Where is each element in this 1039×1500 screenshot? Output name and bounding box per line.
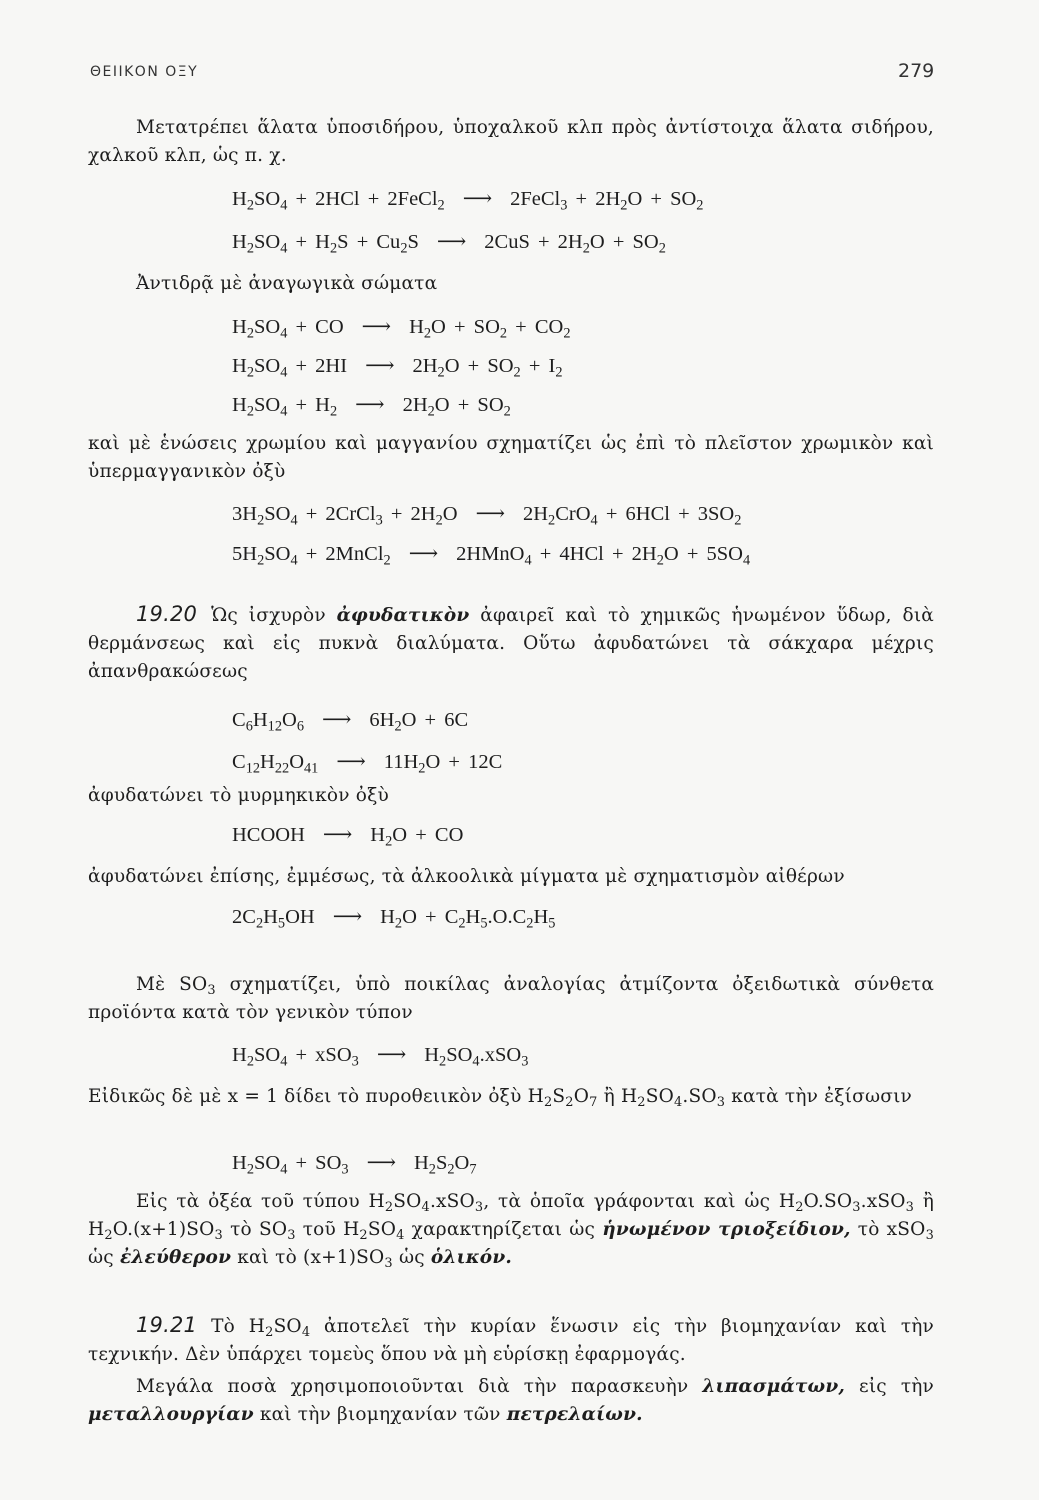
equation-rhs: $11H_2O + 12C$ xyxy=(383,751,503,777)
equation-lhs: $H_2SO_4 + H_2S + Cu_2S$ xyxy=(232,231,419,257)
term-dehydrating: ἀφυδατικὸν xyxy=(336,605,470,626)
equation-lhs: $H_2SO_4 + SO_3$ xyxy=(232,1152,349,1178)
equation xyxy=(232,1041,528,1069)
paragraph-formic-acid: ἀφυδατώνει τὸ μυρμηκικὸν ὀξὺ xyxy=(88,785,389,806)
reaction-arrow: ⟶ xyxy=(475,503,505,525)
equation xyxy=(232,500,741,528)
paragraph-so3: Μὲ $SO_3$ σχηματίζει, ὑπὸ ποικίλας ἀναλογίας ἀτμίζοντα ὀξειδωτικὰ σύνθετα προϊόντα κατὰ τὸν γενικὸν τύπον xyxy=(88,974,935,1023)
reaction-arrow: ⟶ xyxy=(366,1152,396,1174)
paragraph-oleum-terms: Εἰς τὰ ὀξέα τοῦ τύπου $H_2SO_4.xSO_3$, τὰ ὁποῖα γράφονται καὶ ὡς $H_2O.SO_3.xSO_3$ ἢ $H_2O.(x+1)SO_3$ τὸ $SO_3$ τοῦ $H_2SO_4$ χαρακτηρίζεται ὡς ἡνωμένον τριοξείδιον, τὸ xSO$_3$ ὡς ἐλεύθερον καὶ τὸ $(x+1)SO_3$ ὡς ὁλικόν. xyxy=(88,1191,934,1271)
equation-rhs: 2FeCl$_3$ + $2H_2O + SO_2$ xyxy=(510,188,704,214)
section-number: 19.21 xyxy=(136,1313,198,1337)
equation-rhs: $H_2S_2O_7$ xyxy=(413,1152,477,1178)
term-metallurgy: μεταλλουργίαν xyxy=(88,1404,254,1425)
reaction-arrow: ⟶ xyxy=(436,231,467,253)
reaction-arrow: ⟶ xyxy=(365,355,395,377)
equation xyxy=(232,821,463,849)
page-number: 279 xyxy=(898,60,935,82)
equation xyxy=(232,313,571,341)
equation-rhs: 2HMnO$_4$ + $4HCl + 2H_2O + 5SO_4$ xyxy=(456,543,751,569)
equation-rhs: $H_2O$ + CO xyxy=(370,824,464,850)
equation xyxy=(232,391,511,419)
equation-lhs: $C_{12}H_{22}O_{41}$ xyxy=(232,751,319,777)
reaction-arrow: ⟶ xyxy=(336,751,366,773)
running-header: ΘΕΙΙΚΟΝ ΟΞΥ xyxy=(90,64,199,80)
equation xyxy=(232,748,502,776)
paragraph-reducing-agents: Ἀντιδρᾷ μὲ ἀναγωγικὰ σώματα xyxy=(136,273,438,294)
term-fertilizers: λιπασμάτων, xyxy=(702,1376,846,1397)
reaction-arrow: ⟶ xyxy=(322,709,352,731)
reaction-arrow: ⟶ xyxy=(332,906,363,928)
paragraph-alcoholic-mixtures: ἀφυδατώνει ἐπίσης, ἐμμέσως, τὰ ἀλκοολικὰ μίγματα μὲ σχηματισμὸν αἰθέρων xyxy=(88,866,845,887)
equation xyxy=(232,540,750,568)
equation xyxy=(232,903,555,931)
equation-lhs: $2C_2H_5OH$ xyxy=(232,906,315,932)
equation xyxy=(232,185,703,213)
paragraph-reduction-salts: Μετατρέπει ἅλατα ὑποσιδήρου, ὑποχαλκοῦ κλπ πρὸς ἀντίστοιχα ἅλατα σιδήρου, χαλκοῦ κλπ, ὡς π. χ. xyxy=(88,117,934,166)
equation-rhs: $6H_2O + 6C$ xyxy=(369,709,469,735)
section-19-20: 19.20 Ὡς ἰσχυρὸν ἀφυδατικὸν ἀφαιρεῖ καὶ τὸ χημικῶς ἡνωμένον ὕδωρ, διὰ θερμάνσεως καὶ εἰς πυκνὰ διαλύματα. Οὕτω ἀφυδατώνει τὰ σάκχαρα μέχρις ἀπανθρακώσεως xyxy=(88,602,934,682)
section-number: 19.20 xyxy=(136,602,198,626)
equation-rhs: $2H_2CrO_4 + 6HCl + 3SO_2$ xyxy=(522,503,742,529)
paragraph-industrial-uses: Μεγάλα ποσὰ χρησιμοποιοῦνται διὰ τὴν παρασκευὴν λιπασμάτων, εἰς τὴν μεταλλουργίαν καὶ τὴν βιομηχανίαν τῶν πετρελαίων. xyxy=(88,1376,935,1425)
equation xyxy=(232,228,666,256)
term-free: ἐλεύθερον xyxy=(119,1247,232,1268)
section-19-21: 19.21 Τὸ $H_2SO_4$ ἀποτελεῖ τὴν κυρίαν ἕνωσιν εἰς τὴν βιομηχανίαν καὶ τὴν τεχνικήν. Δὲν ὑπάρχει τομεὺς ὅπου νὰ μὴ εὑρίσκῃ ἐφαρμογάς. xyxy=(88,1313,934,1365)
equation-rhs: $2H_2O + SO_2 + I_2$ xyxy=(412,355,563,381)
equation-lhs: $5H_2SO_4$ + 2MnCl$_2$ xyxy=(232,543,391,569)
equation-lhs: $H_2SO_4 + xSO_3$ xyxy=(232,1044,359,1070)
equation-rhs: $2CuS + 2H_2O + SO_2$ xyxy=(484,231,666,257)
equation-lhs: $H_2SO_4$ + CO xyxy=(232,316,344,342)
term-petroleum: πετρελαίων. xyxy=(506,1404,643,1425)
term-combined-trioxide: ἡνωμένον τριοξείδιον, xyxy=(602,1219,851,1240)
reaction-arrow: ⟶ xyxy=(408,543,439,565)
paragraph-chromium-manganese: καὶ μὲ ἑνώσεις χρωμίου καὶ μαγγανίου σχηματίζει ὡς ἐπὶ τὸ πλεῖστον χρωμικὸν καὶ ὑπερμαγγανικὸν ὀξὺ xyxy=(88,433,934,482)
reaction-arrow: ⟶ xyxy=(361,316,392,338)
equation-lhs: $H_2SO_4 + 2HCl$ + 2FeCl$_2$ xyxy=(232,188,445,214)
reaction-arrow: ⟶ xyxy=(355,394,385,416)
equation-rhs: $H_2SO_4.xSO_3$ xyxy=(424,1044,529,1070)
equation-lhs: $H_2SO_4 + 2HI$ xyxy=(232,355,348,381)
equation-lhs: HCOOH xyxy=(232,824,305,846)
reaction-arrow: ⟶ xyxy=(322,824,353,846)
equation-rhs: $H_2O + SO_2 + CO_2$ xyxy=(409,316,571,342)
term-total: ὁλικόν. xyxy=(430,1247,513,1268)
equation xyxy=(232,352,563,380)
equation xyxy=(232,1149,477,1177)
reaction-arrow: ⟶ xyxy=(462,188,493,210)
equation-rhs: $2H_2O + SO_2$ xyxy=(402,394,511,420)
equation-lhs: $3H_2SO_4$ + 2CrCl$_3$ + $2H_2O$ xyxy=(232,503,458,529)
paragraph-pyrosulfuric-acid: Εἰδικῶς δὲ μὲ x = 1 δίδει τὸ πυροθειικὸν ὀξὺ $H_2S_2O_7$ ἢ $H_2SO_4.SO_3$ κατὰ τὴν ἐξίσωσιν xyxy=(88,1086,912,1110)
equation-lhs: $H_2SO_4 + H_2$ xyxy=(232,394,338,420)
equation xyxy=(232,706,468,734)
equation-rhs: $H_2O + C_2H_5.O.C_2H_5$ xyxy=(380,906,556,932)
equation-lhs: $C_6H_{12}O_6$ xyxy=(232,709,304,735)
reaction-arrow: ⟶ xyxy=(376,1044,407,1066)
